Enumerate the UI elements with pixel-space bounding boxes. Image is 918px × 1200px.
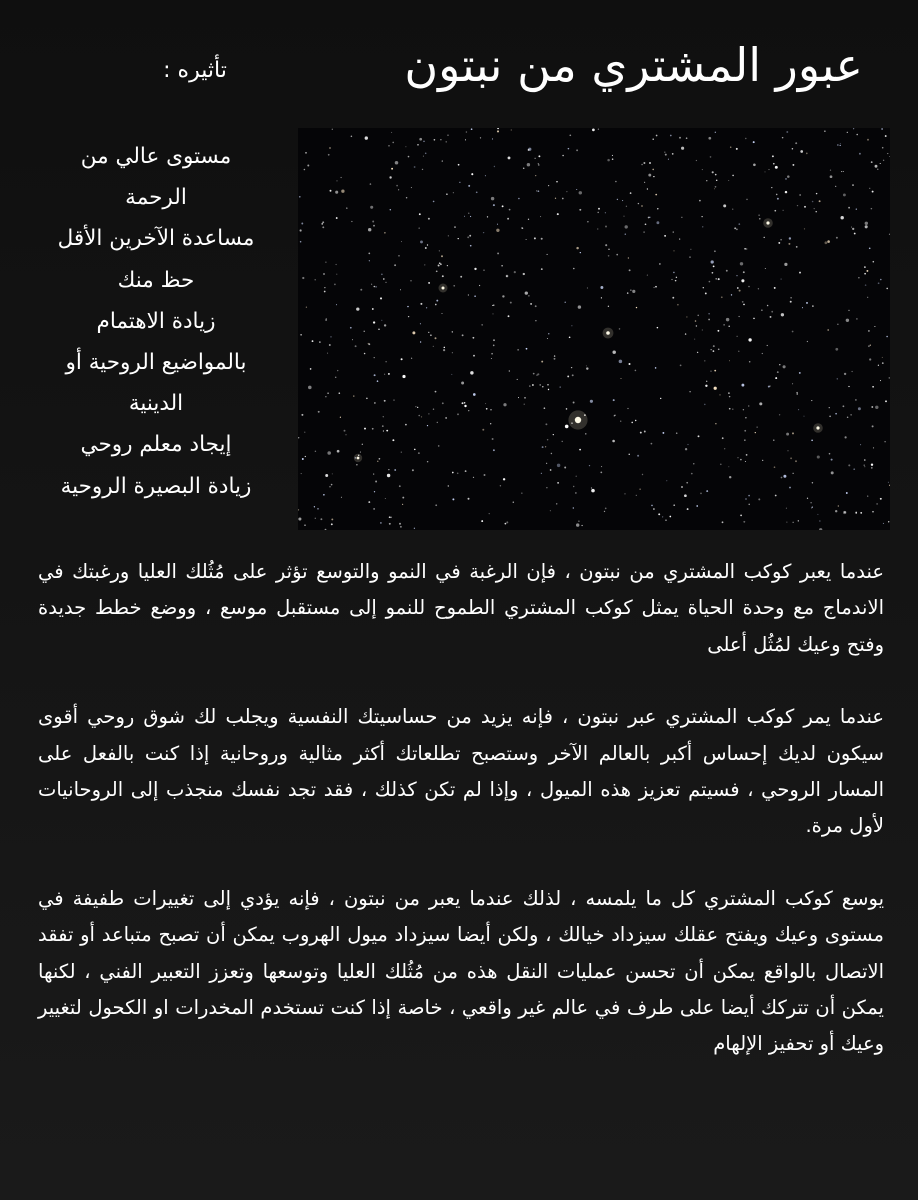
effects-line: مستوى عالي من bbox=[80, 144, 232, 169]
effects-line: الرحمة bbox=[125, 185, 187, 211]
effects-line: مساعدة الآخرين الأقل bbox=[57, 226, 255, 252]
effects-line: حظ منك bbox=[117, 267, 195, 293]
effects-line: بالمواضيع الروحية أو bbox=[65, 350, 247, 376]
effects-list bbox=[22, 136, 290, 507]
effects-line: زيادة البصيرة الروحية bbox=[60, 473, 252, 499]
starfield-image bbox=[298, 128, 890, 530]
effects-line: الدينية bbox=[128, 391, 184, 417]
effects-line: إيجاد معلم روحي bbox=[80, 432, 232, 458]
starfield-svg bbox=[298, 128, 890, 530]
paragraph: يوسع كوكب المشتري كل ما يلمسه ، لذلك عندما يعبر من نبتون ، فإنه يؤدي إلى تغييرات طفيفة في مستوى وعيك ويفتح عقلك سيزداد خيالك ، ولكن أيضا سيزداد ميول الهروب يمكن أن تصبح متباعد أو تفقد الاتصال بالواقع يمكن أن تحسن عمليات النقل هذه من مُثُلك العليا وتوسعها وتعزز التعبير الفني ، لكنها يمكن أن تتركك أيضا على طرف في عالم غير واقعي ، خاصة إذا كنت تستخدم المخدرات او الكحول لتغيير وعيك أو تحفيز الإلهام bbox=[38, 886, 884, 1056]
paragraph: عندما يمر كوكب المشتري عبر نبتون ، فإنه يزيد من حساسيتك النفسية ويجلب لك شوق روحي أقوى سيكون لديك إحساس أكبر بالعالم الآخر وستصبح تطلعاتك أكثر مثالية وروحانية إذا كنت بالفعل على المسار الروحي ، فسيتم تعزيز هذه الميول ، وإذا لم تكن كذلك ، فقد تجد نفسك منجذب إلى الروحانيات لأول مرة. bbox=[38, 705, 884, 838]
article-body bbox=[38, 554, 884, 1099]
effects-label: تأثيره : bbox=[163, 58, 227, 83]
page-title: عبور المشتري من نبتون bbox=[404, 38, 863, 92]
effects-line: زيادة الاهتمام bbox=[96, 308, 216, 334]
paragraph: عندما يعبر كوكب المشتري من نبتون ، فإن الرغبة في النمو والتوسع تؤثر على مُثُلك العليا ورغبتك في الاندماج مع وحدة الحياة يمثل كوكب المشتري الطموح للنمو إلى مستقبل موسع ، ووضع خطط جديدة وفتح وعيك لمُثُل أعلى bbox=[38, 560, 884, 656]
